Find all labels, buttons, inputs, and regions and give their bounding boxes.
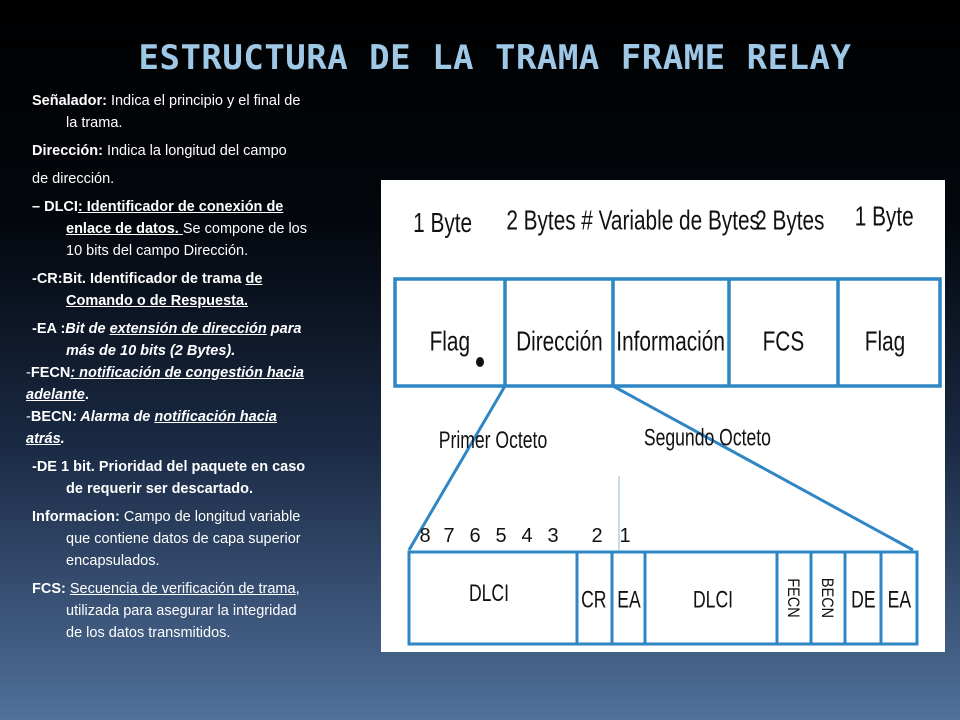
bit-number: 7	[443, 525, 455, 547]
bit-numbers	[419, 525, 630, 547]
bullet-becn	[22, 406, 380, 450]
bullet-fecn	[22, 362, 380, 406]
bullet-senalador	[22, 90, 380, 134]
expansion-lines	[409, 386, 913, 550]
becn-text: : Alarma de	[71, 409, 155, 425]
fcs-underlined: Secuencia de verificación de trama	[69, 581, 296, 597]
bit-number: 3	[547, 525, 559, 547]
bullet-fcs	[22, 578, 380, 644]
bullet-ea	[22, 318, 380, 362]
direccion-label: Dirección:	[32, 143, 103, 159]
bit-number: 6	[469, 525, 481, 547]
cr-text: -CR:Bit. Identificador de trama	[32, 271, 246, 287]
bullet-de	[22, 456, 380, 500]
size-label-informacion: # Variable de Bytes	[581, 205, 760, 237]
info-text-cont: que contiene datos de capa superior	[66, 531, 301, 547]
direccion-text-cont: de dirección.	[32, 171, 115, 187]
info-text: Campo de longitud variable	[119, 509, 301, 525]
direccion-text: Indica la longitud del campo	[102, 143, 287, 159]
ea-underlined: extensión de dirección	[109, 321, 267, 337]
field-direccion: Dirección	[516, 326, 603, 358]
bullet-direccion	[22, 140, 380, 162]
fecn-underlined-cont: adelante	[26, 387, 85, 403]
field-flag-start: Flag	[429, 326, 471, 358]
bullet-cr	[22, 268, 380, 312]
bit-number: 4	[521, 525, 533, 547]
becn-underlined-cont: atrás	[26, 431, 61, 447]
bit-number: 2	[591, 525, 603, 547]
becn-label: BECN	[30, 409, 72, 425]
dlci-prefix: – DLCI	[32, 199, 78, 215]
senalador-text-cont: la trama.	[66, 115, 123, 131]
ea-text-2: para	[266, 321, 302, 337]
subfield-becn: BECN	[817, 577, 837, 619]
bit-number: 8	[419, 525, 431, 547]
field-descriptions	[22, 90, 380, 644]
bullet-direccion-cont	[22, 168, 380, 190]
de-text: -DE 1 bit. Prioridad del paquete en caso	[32, 459, 306, 475]
size-label-flag-end: 1 Byte	[854, 201, 914, 233]
subfield-dlci-2: DLCI	[692, 587, 734, 614]
subfield-ea-1: EA	[617, 587, 641, 614]
bullet-dlci	[22, 196, 380, 262]
dlci-text: Se compone de los	[182, 221, 307, 237]
slide-title: ESTRUCTURA DE LA TRAMA FRAME RELAY	[138, 38, 852, 78]
becn-dash: -	[26, 409, 31, 425]
fcs-text-cont: utilizada para asegurar la integridad	[66, 603, 297, 619]
senalador-text: Indica el principio y el final de	[106, 93, 301, 109]
subfield-cr: CR	[581, 587, 607, 614]
fcs-text-cont-2: de los datos transmitidos	[66, 625, 227, 641]
dot-mark	[476, 357, 484, 367]
octet-label-primer: Primer Octeto	[438, 427, 548, 454]
subfield-de: DE	[851, 587, 876, 614]
dlci-definition-cont: enlace de datos.	[66, 221, 183, 237]
field-fcs: FCS	[762, 326, 805, 358]
size-label-direccion: 2 Bytes	[506, 205, 576, 237]
info-text-cont-2: encapsulados.	[66, 553, 160, 569]
becn-end: .	[60, 431, 65, 447]
becn-underlined: notificación hacia	[154, 409, 277, 425]
fcs-comma: ,	[295, 581, 300, 597]
cr-underlined-cont: Comando o de Respuesta.	[66, 293, 249, 309]
fcs-end: .	[226, 625, 231, 641]
fcs-label: FCS:	[32, 581, 66, 597]
size-label-flag-start: 1 Byte	[413, 207, 473, 239]
senalador-label: Señalador:	[32, 93, 107, 109]
octet-label-segundo: Segundo Octeto	[643, 425, 771, 452]
field-informacion: Información	[616, 326, 725, 358]
subfield-fecn: FECN	[783, 578, 803, 618]
fecn-end: .	[84, 387, 89, 403]
bit-number: 5	[495, 525, 507, 547]
bullet-informacion	[22, 506, 380, 572]
ea-prefix: -EA :	[32, 321, 66, 337]
subfield-ea-2: EA	[887, 587, 912, 614]
ea-text: Bit de	[65, 321, 110, 337]
ea-text-cont: más de 10 bits (2 Bytes).	[66, 343, 236, 359]
fecn-underlined: : notificación de congestión hacia	[70, 365, 304, 381]
subfield-dlci-1: DLCI	[468, 580, 510, 607]
fecn-dash: -	[26, 365, 31, 381]
field-flag-end: Flag	[864, 326, 906, 358]
size-label-fcs: 2 Bytes	[755, 205, 825, 237]
de-text-cont: de requerir ser descartado.	[66, 481, 253, 497]
dlci-text-cont: 10 bits del campo Dirección.	[66, 243, 249, 259]
bit-number: 1	[619, 525, 631, 547]
cr-underlined: de	[245, 271, 263, 287]
frame-relay-diagram	[381, 180, 945, 652]
info-label: Informacion:	[32, 509, 120, 525]
dlci-definition: : Identificador de conexión de	[77, 199, 284, 215]
fecn-label: FECN	[30, 365, 71, 381]
